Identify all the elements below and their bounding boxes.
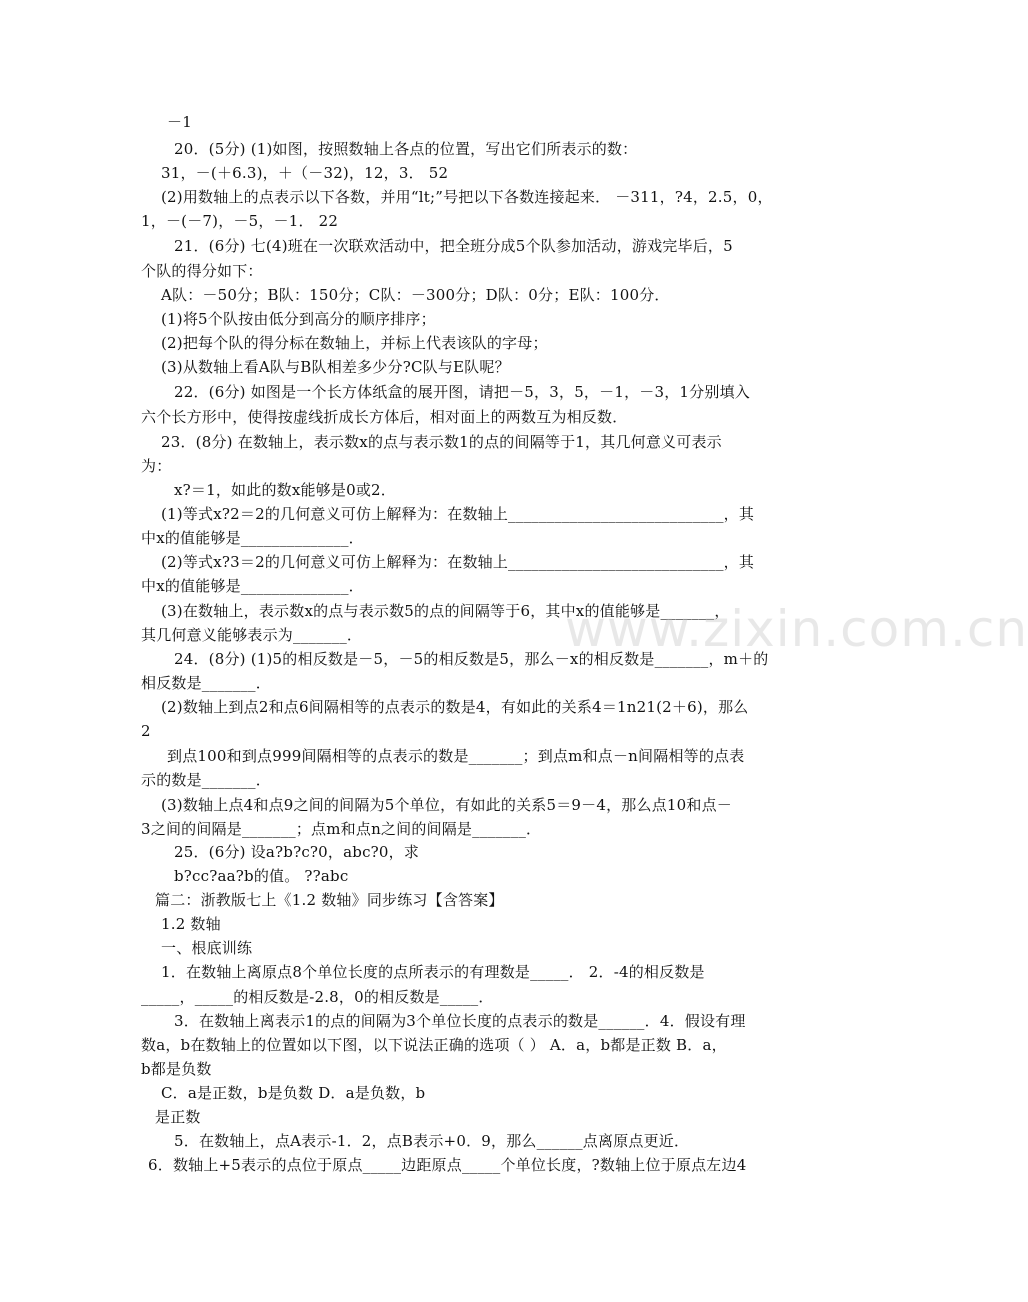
text-line: 24．(8分) (1)5的相反数是－5，－5的相反数是5，那么－x的相反数是_______，m＋的: [174, 650, 769, 668]
text-line: (1)等式x?2＝2的几何意义可仿上解释为：在数轴上____________________________，其: [161, 505, 755, 523]
text-line: 3之间的间隔是_______；点m和点n之间的间隔是_______．: [141, 820, 542, 838]
text-line: (2)用数轴上的点表示以下各数，并用“lt;”号把以下各数连接起来． －311，?4，2.5，0，: [161, 188, 773, 206]
text-line: 21．(6分) 七(4)班在一次联欢活动中，把全班分成5个队参加活动，游戏完毕后，5: [174, 237, 733, 255]
text-line: _____，_____的相反数是-2.8，0的相反数是_____．: [141, 988, 494, 1006]
text-line: A队：－50分；B队：150分；C队：－300分；D队：0分；E队：100分．: [161, 286, 670, 304]
text-line: 数a，b在数轴上的位置如以下图，以下说法正确的选项（ ） A．a，b都是正数 B．a，: [141, 1036, 727, 1054]
text-line: 示的数是_______．: [141, 771, 271, 789]
text-line: 中x的值能够是______________．: [141, 577, 364, 595]
text-line: 20．(5分) (1)如图，按照数轴上各点的位置，写出它们所表示的数：: [174, 140, 638, 158]
text-line: (2)数轴上到点2和点6间隔相等的点表示的数是4，有如此的关系4＝1n21(2＋6)，那么: [161, 698, 749, 716]
text-line: 6．数轴上+5表示的点位于原点_____边距原点_____个单位长度，?数轴上位于原点左边4: [148, 1156, 747, 1174]
text-line: 个队的得分如下：: [141, 262, 263, 280]
text-line: 中x的值能够是______________．: [141, 529, 364, 547]
text-line: －1: [167, 113, 192, 131]
watermark: www.zixin.com.cn: [565, 600, 1028, 658]
text-line: 到点100和到点999间隔相等的点表示的数是_______；到点m和点－n间隔相等的点表: [167, 747, 745, 765]
text-line: 1.2 数轴: [161, 915, 221, 933]
text-line: (2)把每个队的得分标在数轴上，并标上代表该队的字母；: [161, 334, 548, 352]
text-line: 为：: [141, 457, 172, 475]
text-line: 其几何意义能够表示为_______．: [141, 626, 363, 644]
text-line: (3)数轴上点4和点9之间的间隔为5个单位，有如此的关系5＝9－4，那么点10和点－: [161, 796, 732, 814]
text-line: 25．(6分) 设a?b?c?0，abc?0，求: [174, 843, 420, 861]
text-line: b?cc?aa?b的值。 ??abc: [174, 867, 349, 885]
text-line: C．a是正数，b是负数 D．a是负数，b: [161, 1084, 426, 1102]
text-line: 是正数: [155, 1108, 201, 1126]
text-line: (1)将5个队按由低分到高分的顺序排序；: [161, 310, 436, 328]
text-line: 3．在数轴上离表示1的点的间隔为3个单位长度的点表示的数是______．4．假设有理: [174, 1012, 746, 1030]
text-line: 23．(8分) 在数轴上，表示数x的点与表示数1的点的间隔等于1，其几何意义可表示: [161, 433, 722, 451]
text-line: b都是负数: [141, 1060, 212, 1078]
text-line: (2)等式x?3＝2的几何意义可仿上解释为：在数轴上____________________________，其: [161, 553, 755, 571]
text-line: 相反数是_______．: [141, 674, 271, 692]
text-line: 六个长方形中，使得按虚线折成长方体后，相对面上的两数互为相反数．: [141, 408, 628, 426]
text-line: (3)在数轴上，表示数x的点与表示数5的点的间隔等于6，其中x的值能够是_______，: [161, 602, 730, 620]
text-line: 22．(6分) 如图是一个长方体纸盒的展开图，请把－5，3，5，－1，－3，1分别填入: [174, 383, 750, 401]
text-line: 2: [141, 722, 151, 740]
text-line: 1，－(－7)，－5，－1． 22: [141, 212, 339, 230]
text-line: 篇二：浙教版七上《1.2 数轴》同步练习【含答案】: [155, 891, 504, 909]
text-line: (3)从数轴上看A队与B队相差多少分?C队与E队呢？: [161, 358, 510, 376]
text-line: 5．在数轴上，点A表示-1．2，点B表示+0．9，那么______点离原点更近．: [174, 1132, 690, 1150]
text-line: 31，－(＋6.3)，＋（－32)，12，3． 52: [161, 164, 449, 182]
text-line: x?＝1，如此的数x能够是0或2．: [174, 481, 396, 499]
text-line: 1．在数轴上离原点8个单位长度的点所表示的有理数是_____． 2．-4的相反数是: [161, 963, 705, 981]
text-line: 一、根底训练: [161, 939, 253, 957]
